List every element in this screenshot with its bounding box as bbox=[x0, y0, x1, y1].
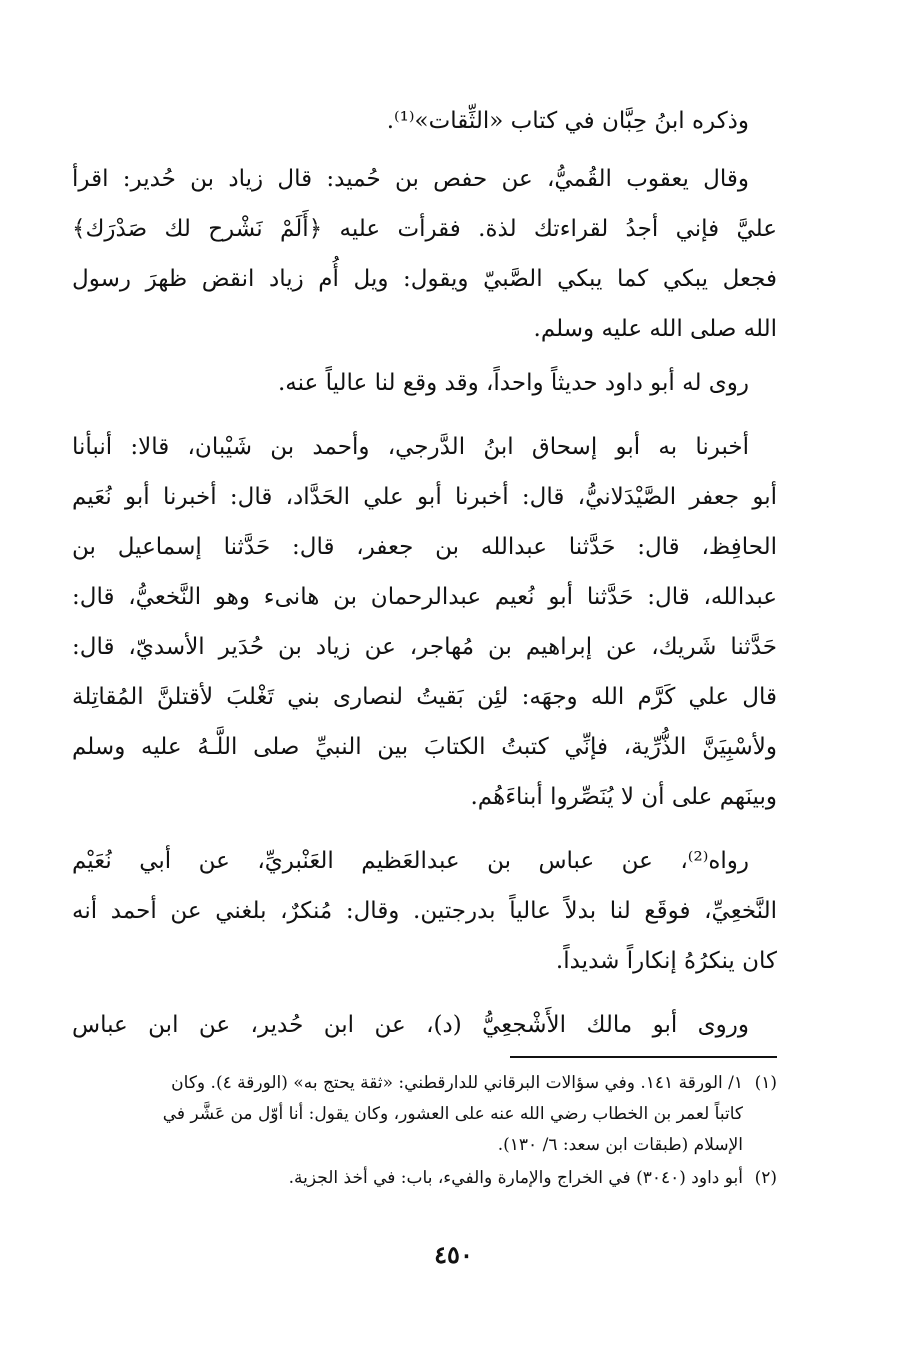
text-line: قال علي كَرَّم الله وجهَه: لئِن بَقيتُ لنصارى بني تَغْلبَ لأقتلنَّ المُقاتِلة bbox=[72, 684, 777, 710]
text-line: أبو جعفر الصَّيْدَلانيُّ، قال: أخبرنا أبو علي الحَدَّاد، قال: أخبرنا أبو نُعَيم bbox=[72, 484, 777, 510]
footnote-text: ١/ الورقة ١٤١. وفي سؤالات البرقاني للدارقطني: «ثقة يحتج به» (الورقة ٤). وكان bbox=[171, 1073, 743, 1093]
text-line: فجعل يبكي كما يبكي الصَّبيّ ويقول: ويل أُم زياد انقض ظهرَ رسول bbox=[72, 266, 777, 292]
footnotes bbox=[72, 1068, 777, 1196]
text-line: روى له أبو داود حديثاً واحداً، وقد وقع لنا عالياً عنه. bbox=[277, 370, 749, 396]
paragraph bbox=[72, 836, 777, 986]
text-line: الحافِظ، قال: حَدَّثنا عبدالله بن جعفر، قال: حَدَّثنا إسماعيل بن bbox=[72, 534, 777, 560]
main-text bbox=[72, 96, 777, 1066]
text-line: عليَّ فإني أجدُ لقراءتك لذة. فقرأت عليه ﴿أَلَمْ نَشْرح لك صَدْرَك﴾ bbox=[72, 216, 777, 242]
footnote bbox=[72, 1068, 777, 1161]
text-line: وروى أبو مالك الأَشْجعِيُّ (د)، عن ابن حُدير، عن ابن عباس bbox=[72, 1012, 749, 1038]
footnote-text: الإسلام (طبقات ابن سعد: ٦/ ١٣٠). bbox=[497, 1135, 743, 1155]
footnote-text: أبو داود (٣٠٤٠) في الخراج والإمارة والفيء، باب: في أخذ الجزية. bbox=[288, 1168, 743, 1188]
paragraph bbox=[72, 422, 777, 822]
text-line: أخبرنا به أبو إسحاق ابنُ الدَّرجي، وأحمد بن شَيْبان، قالا: أنبأنا bbox=[72, 434, 749, 460]
footnote bbox=[72, 1163, 777, 1194]
footnote-number: (١) bbox=[754, 1073, 777, 1093]
paragraph bbox=[72, 96, 777, 146]
paragraph bbox=[72, 154, 777, 354]
text-line: النَّخعِيِّ، فوقَع لنا بدلاً عالياً بدرجتين. وقال: مُنكرٌ، بلغني عن أحمد أنه bbox=[72, 898, 777, 924]
text-line: الله صلى الله عليه وسلم. bbox=[533, 316, 777, 342]
footnote-number: (٢) bbox=[754, 1168, 777, 1188]
text-line: عبدالله، قال: حَدَّثنا أبو نُعيم عبدالرحمان بن هانىء وهو النَّخعيُّ، قال: bbox=[72, 584, 777, 610]
text-line: حَدَّثنا شَريك، عن إبراهيم بن مُهاجر، عن زياد بن حُدَير الأسديّ، قال: bbox=[72, 634, 777, 660]
text-line: وذكره ابنُ حِبَّان في كتاب «الثِّقات»⁽¹⁾. bbox=[386, 108, 749, 134]
text-line: كان ينكرُهُ إنكاراً شديداً. bbox=[555, 948, 777, 974]
page-number: ٤٥٠ bbox=[434, 1240, 473, 1269]
text-line: وبينَهم على أن لا يُنَصِّروا أبناءَهُم. bbox=[470, 784, 777, 810]
paragraph bbox=[72, 1000, 777, 1050]
text-line: ولأسْبِيَنَّ الذُّرِّية، فإنِّي كتبتُ الكتابَ بين النبيِّ صلى اللَّـهُ عليه وسلم bbox=[72, 734, 777, 760]
text-line: رواه⁽²⁾، عن عباس بن عبدالعَظيم العَنْبريِّ، عن أبي نُعَيْم bbox=[72, 848, 749, 874]
footnote-text: كاتباً لعمر بن الخطاب رضي الله عنه على العشور، وكان يقول: أنا أوّل من عَشَّر في bbox=[162, 1104, 743, 1124]
footnote-divider bbox=[510, 1056, 777, 1058]
paragraph bbox=[72, 358, 777, 408]
text-line: وقال يعقوب القُميُّ، عن حفص بن حُميد: قال زياد بن حُدير: اقرأ bbox=[72, 166, 749, 192]
